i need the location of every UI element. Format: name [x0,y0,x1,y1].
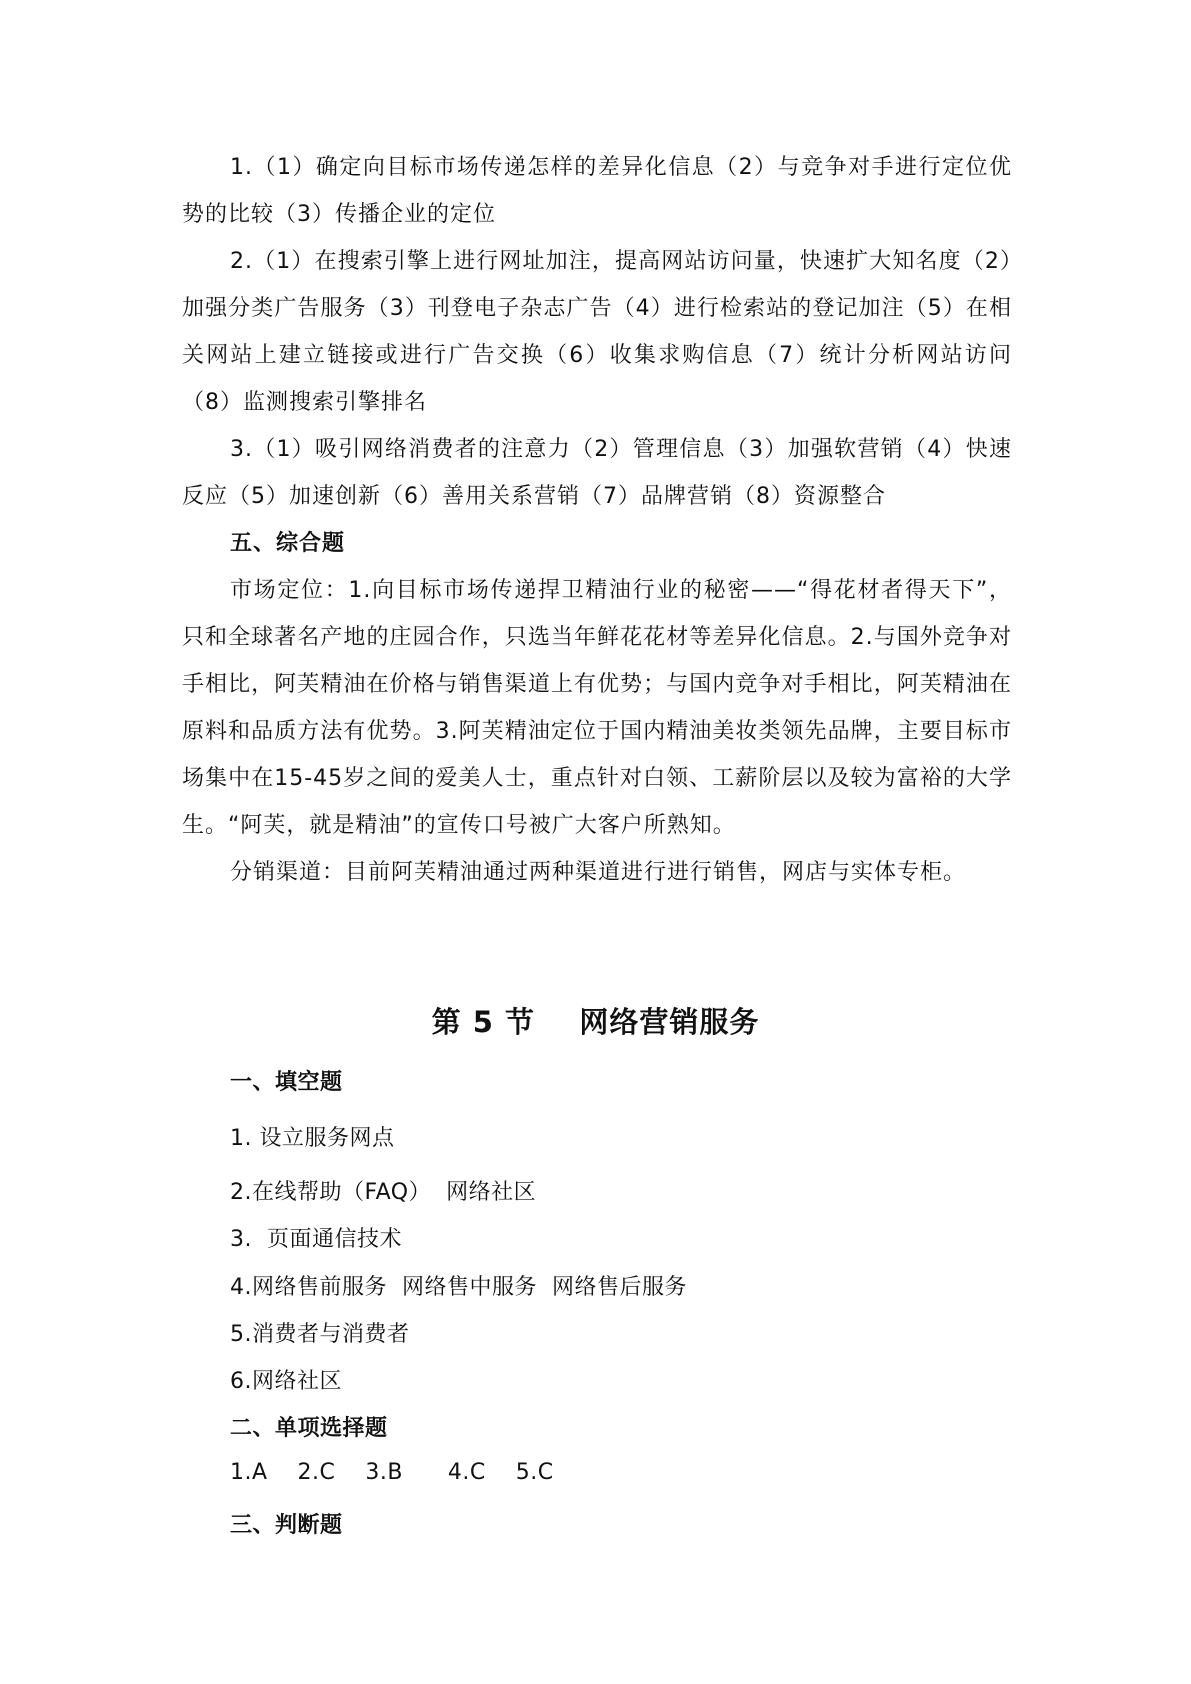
single-choice-heading: 二、单项选择题 [230,1416,388,1441]
single-choice-answers: 1.A 2.C 3.B 4.C 5.C [230,1460,554,1485]
answer-paragraph-1: 1.（1）确定向目标市场传递怎样的差异化信息（2）与竞争对手进行定位优势的比较（3）传播企业的定位 [182,155,1012,227]
fill-blank-heading: 一、填空题 [230,1070,343,1095]
answer-paragraph-3: 3.（1）吸引网络消费者的注意力（2）管理信息（3）加强软营销（4）快速反应（5）加速创新（6）善用关系营销（7）品牌营销（8）资源整合 [182,437,1012,509]
fill-blank-item-1: 1. 设立服务网点 [230,1126,395,1151]
fill-blank-item-5: 5.消费者与消费者 [230,1322,410,1347]
answer-block-top [182,144,1012,896]
fill-blank-item-4: 4.网络售前服务 网络售中服务 网络售后服务 [230,1275,687,1300]
fill-blank-item-3: 3. 页面通信技术 [230,1227,402,1252]
distribution-paragraph: 分销渠道：目前阿芙精油通过两种渠道进行进行销售，网店与实体专柜。 [230,860,967,885]
comprehensive-heading: 五、综合题 [230,531,346,556]
section-title: 第 5 节 网络营销服务 [431,1005,760,1039]
market-positioning-paragraph: 市场定位：1.向目标市场传递捍卫精油行业的秘密——“得花材者得天下”，只和全球著名产地的庄园合作，只选当年鲜花花材等差异化信息。2.与国外竞争对手相比，阿芙精油在价格与销售渠道上有优势；与国内竞争对手相比，阿芙精油在原料和品质方法有优势。3.阿芙精油定位于国内精油美妆类领先品牌，主要目标市场集中在15-45岁之间的爱美人士，重点针对白领、工薪阶层以及较为富裕的大学生。“阿芙，就是精油”的宣传口号被广大客户所熟知。 [182,578,1012,838]
answer-paragraph-2: 2.（1）在搜索引擎上进行网址加注，提高网站访问量，快速扩大知名度（2）加强分类广告服务（3）刊登电子杂志广告（4）进行检索站的登记加注（5）在相关网站上建立链接或进行广告交换（6）收集求购信息（7）统计分析网站访问（8）监测搜索引擎排名 [182,249,1012,415]
fill-blank-item-6: 6.网络社区 [230,1369,342,1394]
true-false-heading: 三、判断题 [230,1513,343,1538]
fill-blank-item-2: 2.在线帮助（FAQ） 网络社区 [230,1180,537,1205]
